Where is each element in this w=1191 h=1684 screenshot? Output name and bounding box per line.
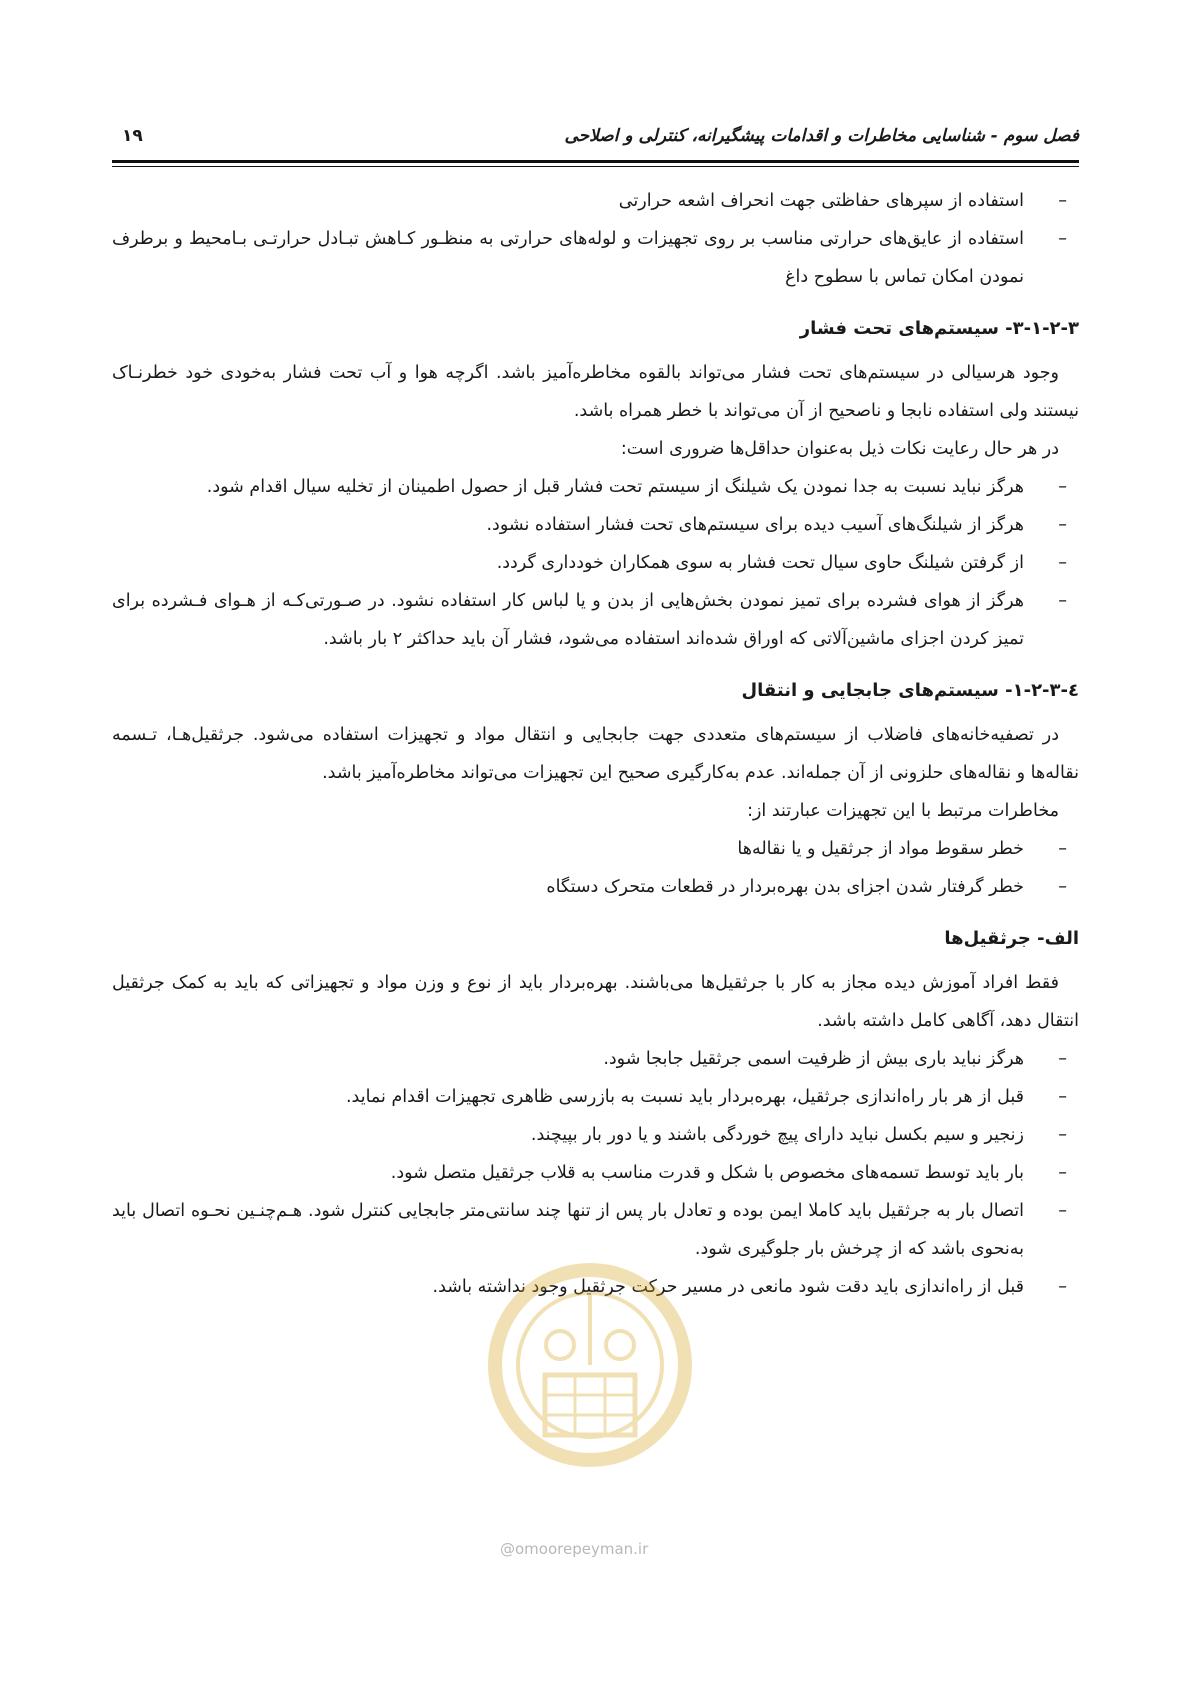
list-item-text: هرگز نباید باری بیش از ظرفیت اسمی جرثقیل جابجا شود. xyxy=(603,1049,1024,1069)
list-item xyxy=(112,830,1079,868)
section-heading-pressure: ۳-۱-۲-۳- سیستم‌های تحت فشار xyxy=(799,318,1079,339)
dash-bullet: – xyxy=(1058,877,1067,897)
dash-bullet: – xyxy=(1058,229,1067,249)
list-item-text: بار باید توسط تسمه‌های مخصوص با شکل و قدرت مناسب به قلاب جرثقیل متصل شود. xyxy=(390,1163,1024,1183)
section-heading-transport: ٤-۱-۲-۳- سیستم‌های جابجایی و انتقال xyxy=(741,680,1079,701)
list-item-text: هرگز نباید نسبت به جدا نمودن یک شیلنگ از سیستم تحت فشار قبل از حصول اطمینان از تخلیه سیال اقدام شود. xyxy=(206,477,1024,497)
dash-bullet: – xyxy=(1058,1277,1067,1297)
list-item-text: خطر سقوط مواد از جرثقیل و یا نقاله‌ها xyxy=(737,839,1024,859)
list-item-text: قبل از راه‌اندازی باید دقت شود مانعی در مسیر حرکت جرثقیل وجود نداشته باشد. xyxy=(432,1277,1024,1297)
list-item-text: قبل از هر بار راه‌اندازی جرثقیل، بهره‌بردار باید نسبت به بازرسی ظاهری تجهیزات اقدام نماید. xyxy=(345,1087,1024,1107)
lead-text: در هر حال رعایت نکات ذیل به‌عنوان حداقل‌ها ضروری است: xyxy=(620,439,1059,459)
list-item-text: استفاده از عایق‌های حرارتی مناسب بر روی تجهیزات و لوله‌های حرارتی به منظـور کـاهش تبـادل حرارتـی بـامحیط و برطرف نمودن امکان تماس با سطوح داغ xyxy=(112,229,1024,287)
list-item xyxy=(112,468,1079,506)
list-item xyxy=(112,220,1079,296)
dash-bullet: – xyxy=(1058,191,1067,211)
list-item xyxy=(112,506,1079,544)
list-item xyxy=(112,544,1079,582)
dash-bullet: – xyxy=(1058,839,1067,859)
list-item-text: زنجیر و سیم بکسل نباید دارای پیچ خوردگی باشند و یا دور بار بپیچند. xyxy=(530,1125,1024,1145)
list-item xyxy=(112,1078,1079,1116)
section-heading-cranes: الف- جرثقیل‌ها xyxy=(944,928,1079,949)
page-header xyxy=(112,122,1079,162)
dash-bullet: – xyxy=(1058,1087,1067,1107)
list-item-text: استفاده از سپرهای حفاظتی جهت انحراف اشعه حرارتی xyxy=(618,191,1024,211)
dash-bullet: – xyxy=(1058,1163,1067,1183)
list-item-text: خطر گرفتار شدن اجزای بدن بهره‌بردار در قطعات متحرک دستگاه xyxy=(546,877,1024,897)
paragraph: وجود هرسیالی در سیستم‌های تحت فشار می‌تواند بالقوه مخاطره‌آمیز باشد. اگرچه هوا و آب تحت فشار به‌خودی خود خطرنـاک نیستند ولی استفاده نابجا و ناصحیح از آن می‌تواند با خطر همراه باشد. xyxy=(112,363,1079,421)
paragraph: در تصفیه‌خانه‌های فاضلاب از سیستم‌های متعددی جهت جابجایی و انتقال مواد و تجهیزات استفاده می‌شود. جرثقیل‌هـا، تـسمه نقاله‌ها و نقاله‌های حلزونی از آن جمله‌اند. عدم به‌کارگیری صحیح این تجهیزات می‌تواند مخاطره‌آمیز باشد. xyxy=(112,725,1079,783)
dash-bullet: – xyxy=(1058,1125,1067,1145)
page-body xyxy=(112,182,1079,1306)
list-item xyxy=(112,1268,1079,1306)
list-item-text: هرگز از هوای فشرده برای تمیز نمودن بخش‌هایی از بدن و یا لباس کار استفاده نشود. در صـورتی‌کـه از هـوای فـشرده برای تمیز کردن اجزای ماشین‌آلاتی که اوراق شده‌اند استفاده می‌شود، فشار آن باید حداکثر ۲ بار باشد. xyxy=(112,591,1024,649)
list-item-text: هرگز از شیلنگ‌های آسیب دیده برای سیستم‌های تحت فشار استفاده نشود. xyxy=(486,515,1024,535)
list-item xyxy=(112,1040,1079,1078)
paragraph: فقط افراد آموزش دیده مجاز به کار با جرثقیل‌ها می‌باشند. بهره‌بردار باید از نوع و وزن مواد و تجهیزاتی که باید به کمک جرثقیل انتقال دهد، آگاهی کامل داشته باشد. xyxy=(112,973,1079,1031)
list-item xyxy=(112,182,1079,220)
chapter-title: فصل سوم - شناسایی مخاطرات و اقدامات پیشگیرانه، کنترلی و اصلاحی xyxy=(564,126,1079,146)
dash-bullet: – xyxy=(1058,553,1067,573)
list-item-text: اتصال بار به جرثقیل باید کاملا ایمن بوده و تعادل بار پس از تنها چند سانتی‌متر جابجایی کنترل شود. هـم‌چنـین نحـوه اتصال باید به‌نحوی باشد که از چرخش بار جلوگیری شود. xyxy=(112,1201,1024,1259)
page-number: ۱۹ xyxy=(122,126,143,146)
list-item xyxy=(112,1192,1079,1268)
list-item xyxy=(112,582,1079,658)
header-rule xyxy=(112,160,1079,163)
dash-bullet: – xyxy=(1058,1201,1067,1221)
list-item xyxy=(112,1116,1079,1154)
watermark-text: @omoorepeyman.ir xyxy=(500,1540,649,1558)
header-rule-thin xyxy=(112,166,1079,167)
dash-bullet: – xyxy=(1058,515,1067,535)
lead-text: مخاطرات مرتبط با این تجهیزات عبارتند از: xyxy=(747,801,1059,821)
list-item xyxy=(112,1154,1079,1192)
dash-bullet: – xyxy=(1058,1049,1067,1069)
dash-bullet: – xyxy=(1058,477,1067,497)
list-item-text: از گرفتن شیلنگ حاوی سیال تحت فشار به سوی همکاران خودداری گردد. xyxy=(496,553,1024,573)
list-item xyxy=(112,868,1079,906)
dash-bullet: – xyxy=(1058,591,1067,611)
